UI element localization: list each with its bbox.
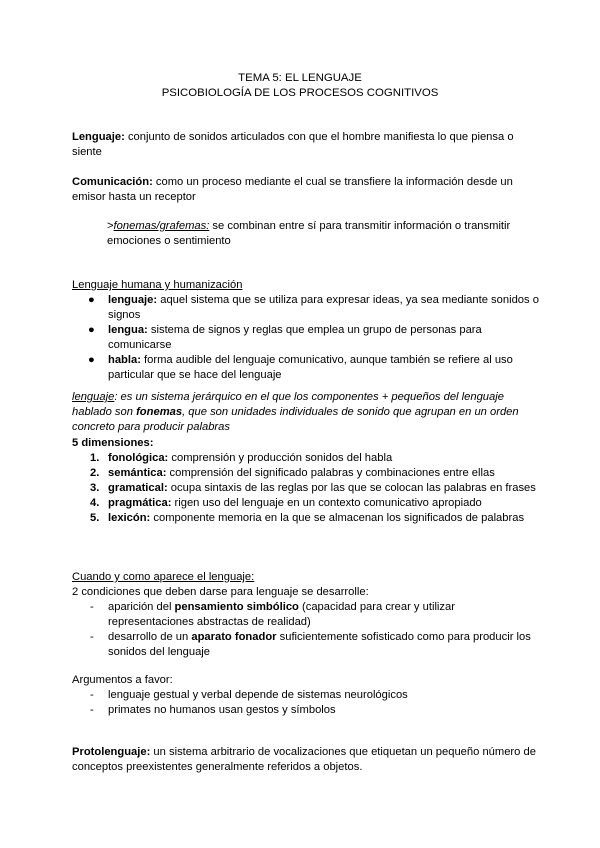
term-lenguaje-jerarquico: lenguaje [72, 391, 115, 403]
dash-icon: - [90, 631, 94, 643]
bullet-icon: ● [88, 354, 95, 366]
list-argumentos [72, 688, 532, 718]
title-line-2: PSICOBIOLOGÍA DE LOS PROCESOS COGNITIVOS [161, 87, 439, 99]
dash-icon: - [90, 704, 94, 716]
section-heading-aparece: Cuando y como aparece el lenguaje: [72, 571, 255, 583]
text-lenguaje: conjunto de sonidos articulados con que el hombre manifiesta lo que piensa o siente [72, 131, 514, 158]
section-heading-humana: Lenguaje humana y humanización [72, 279, 243, 291]
definition-fonemas [107, 219, 532, 249]
dimensiones-heading: 5 dimensiones: [72, 437, 154, 449]
list-humana [72, 293, 542, 383]
list-aparece [72, 600, 532, 660]
list-item: ● lenguaje: aquel sistema que se utiliza para expresar ideas, ya sea mediante sonidos o signos [88, 294, 539, 321]
list-item: 4. pragmática: rigen uso del lenguaje en un contexto comunicativo apropiado [90, 497, 482, 509]
list-item: 2. semántica: comprensión del significado palabras y combinaciones entre ellas [90, 467, 495, 479]
list-dimensiones [72, 451, 542, 526]
list-item: - aparición del pensamiento simbólico (capacidad para crear y utilizar representaciones abstractas de realidad) [90, 601, 455, 628]
list-item: - desarrollo de un aparato fonador suficientemente sofisticado como para producir los sonidos del lenguaje [90, 631, 531, 658]
title-line-1: TEMA 5: EL LENGUAJE [238, 72, 362, 84]
definition-protolenguaje: Protolenguaje: un sistema arbitrario de vocalizaciones que etiquetan un pequeño número de conceptos preexistentes generalmente referidos a objetos. [72, 746, 536, 773]
term-comunicacion: Comunicación: [72, 176, 153, 188]
dash-icon: - [90, 601, 94, 613]
list-item: 5. lexicón: componente memoria en la que se almacenan los significados de palabras [90, 512, 525, 524]
term-fonemas-bold: fonemas [136, 406, 183, 418]
list-item: - lenguaje gestual y verbal depende de sistemas neurológicos [90, 689, 408, 701]
term-fonemas: fonemas/grafemas: [113, 220, 210, 232]
bullet-icon: ● [88, 324, 95, 336]
bullet-icon: ● [88, 294, 95, 306]
list-item: ● habla: forma audible del lenguaje comunicativo, aunque también se refiere al uso particular que se hace del lenguaje [88, 354, 513, 381]
list-item: 3. gramatical: ocupa sintaxis de las reglas por las que se colocan las palabras en frases [90, 482, 536, 494]
definition-lenguaje [72, 130, 532, 160]
prefix-fonemas: > [107, 220, 114, 232]
definition-comunicacion [72, 175, 532, 205]
definition-lenguaje-jerarquico: lenguaje: es un sistema jerárquico en el que los componentes + pequeños del lenguaje hablado son fonemas, que son unidades individuales de sonido que agrupan en un orden concreto para producir palabras [72, 391, 519, 433]
dash-icon: - [90, 689, 94, 701]
text-comunicacion: como un proceso mediante el cual se transfiere la información desde un emisor hasta un receptor [72, 176, 513, 203]
document-title [0, 71, 600, 101]
list-item: ● lengua: sistema de signos y reglas que emplea un grupo de personas para comunicarse [88, 324, 482, 351]
term-protolenguaje: Protolenguaje: [72, 746, 151, 758]
list-item: 1. fonológica: comprensión y producción sonidos del habla [90, 452, 393, 464]
term-lenguaje: Lenguaje: [72, 131, 125, 143]
aparece-intro: 2 condiciones que deben darse para lenguaje se desarrolle: [72, 586, 369, 598]
list-item: - primates no humanos usan gestos y símbolos [90, 704, 336, 716]
argumentos-heading: Argumentos a favor: [72, 674, 173, 686]
text-fonemas: se combinan entre sí para transmitir información o transmitir emociones o sentimiento [107, 220, 511, 247]
